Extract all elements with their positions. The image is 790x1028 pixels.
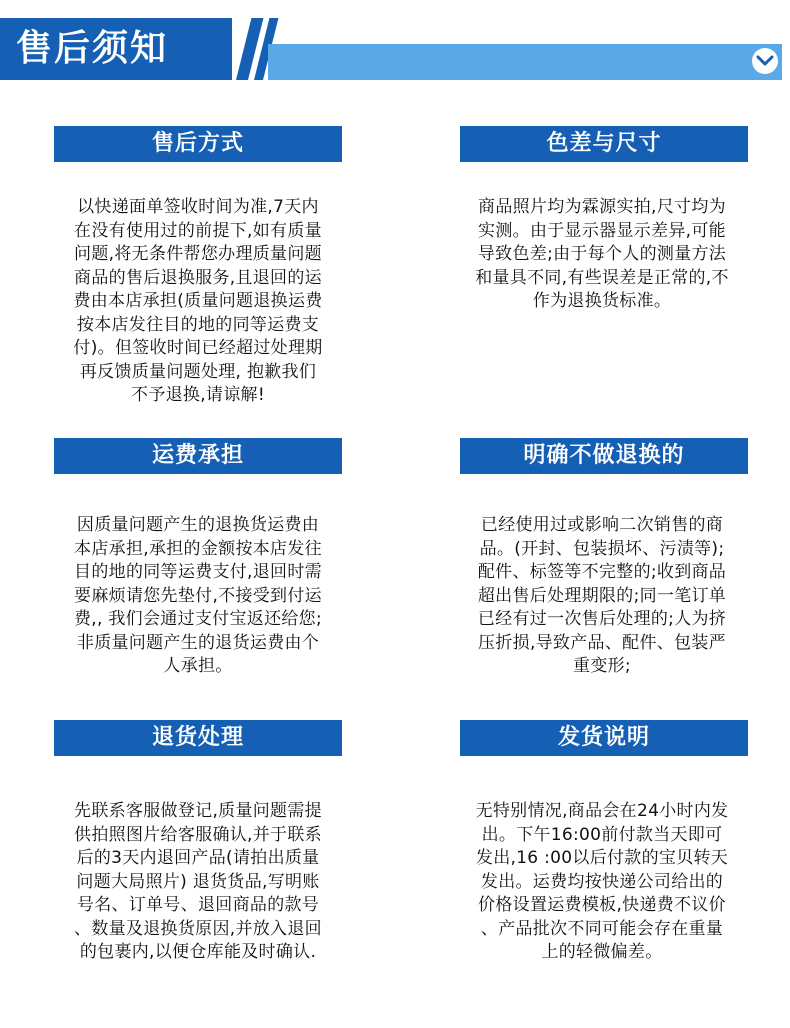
chevron-down-icon[interactable] [752,48,778,74]
section-body-delivery-notes: 无特别情况,商品会在24小时内发 出。下午16:00前付款当天即可 发出,16 :00以后付款的宝贝转天 发出。运费均按快递公司给出的 价格设置运费模板,快递费不议价 、产品批次不同可能会存在重量 上的轻微偏差。 [475,801,729,962]
section-body-color-size: 商品照片均为霖源实拍,尺寸均为 实测。由于显示器显示差异,可能 导致色差;由于每个人的测量方法 和量具不同,有些误差是正常的,不 作为退换货标准。 [475,197,729,311]
section-title-color-size: 色差与尺寸 [460,126,748,162]
section-title-no-return-cases: 明确不做退换的 [460,438,748,474]
section-title-after-sales-method: 售后方式 [54,126,342,162]
page-header [0,0,790,90]
section-body-after-sales-method: 以快递面单签收时间为准,7天内 在没有使用过的前提下,如有质量 问题,将无条件帮您办理质量问题 商品的售后退换服务,且退回的运 费由本店承担(质量问题退换运费 按本店发往目的地的同等运费支 付)。但签收时间已经超过处理期 再反馈质量问题处理, 抱歉我们 不予退换,请谅解! [73,197,323,405]
section-title-delivery-notes: 发货说明 [460,720,748,756]
chevron-down-icon-glyph [756,55,774,67]
section-body-return-process: 先联系客服做登记,质量问题需提 供拍照图片给客服确认,并于联系 后的3天内退回产品(请拍出质量 问题大局照片) 退货货品,写明账 号名、订单号、退回商品的款号 、数量及退换货原因,并放入退回 的包裹内,以便仓库能及时确认. [74,801,322,962]
page-title: 售后须知 [16,28,169,69]
section-body-no-return-cases: 已经使用过或影响二次销售的商 品。(开封、包装损坏、污渍等); 配件、标签等不完整的;收到商品 超出售后处理期限的;同一笔订单 已经有过一次售后处理的;人为挤 压折损,导致产品、配件、包装严 重变形; [477,515,727,676]
header-accent-bar [268,44,782,80]
section-body-shipping-cost: 因质量问题产生的退换货运费由 本店承担,承担的金额按本店发往 目的地的同等运费支付,退回时需 要麻烦请您先垫付,不接受到付运 费,, 我们会通过支付宝返还给您; 非质量问题产生的退货运费由个 人承担。 [73,515,323,676]
section-title-return-process: 退货处理 [54,720,342,756]
section-title-shipping-cost: 运费承担 [54,438,342,474]
